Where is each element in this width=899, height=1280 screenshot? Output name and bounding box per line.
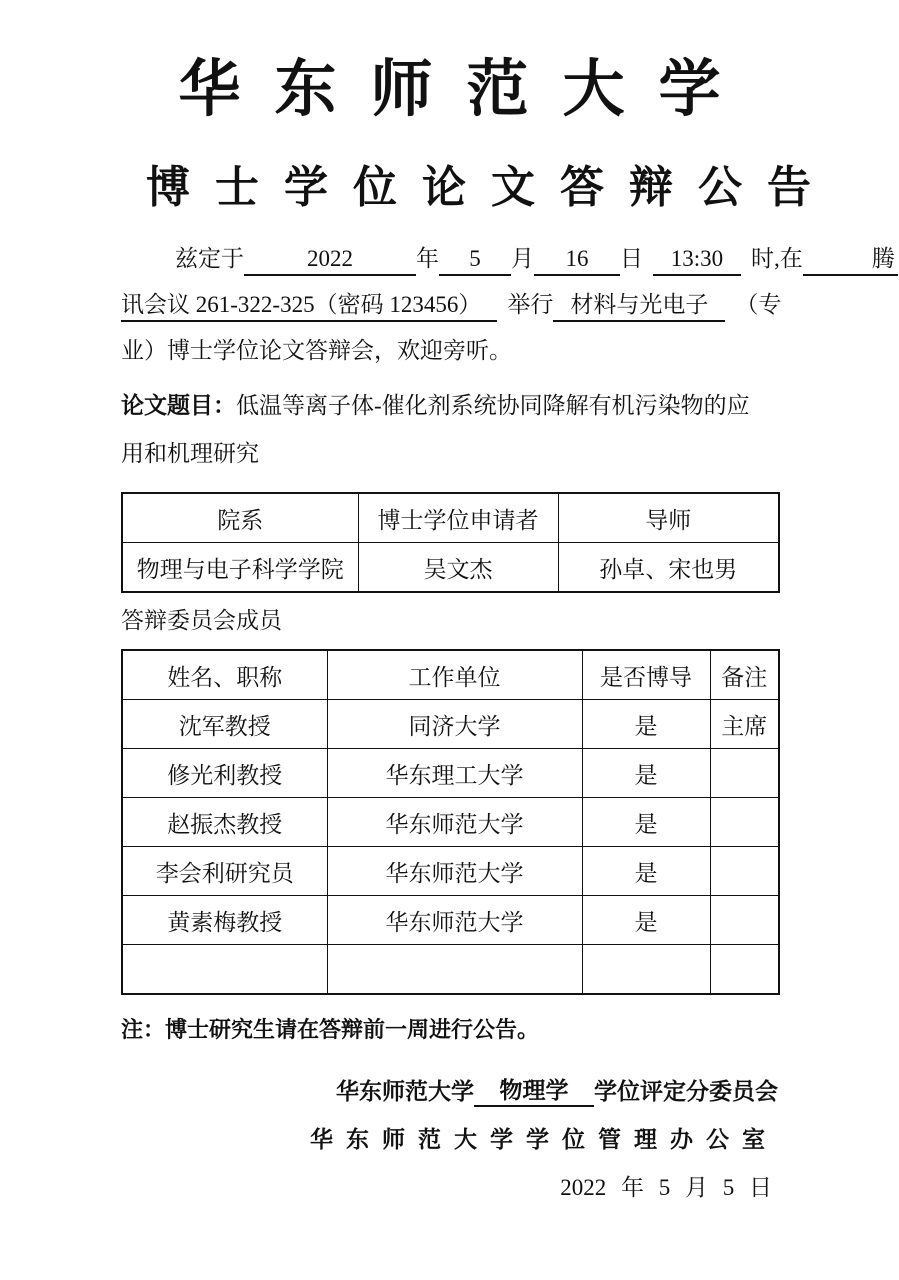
note-text: 注：博士研究生请在答辩前一周进行公告。 — [121, 1017, 540, 1042]
cell-name: 沈军教授 — [122, 700, 327, 749]
footer-committee-line — [121, 1077, 778, 1107]
cell-name: 修光利教授 — [122, 749, 327, 798]
major-field — [553, 290, 725, 322]
time-value: 13:30 — [670, 246, 724, 271]
university-title: 华东师范大学 — [178, 56, 755, 124]
cell-doctoral-supervisor: 是 — [582, 847, 710, 896]
cell-remark — [710, 798, 779, 847]
cell-name — [122, 945, 327, 995]
table-header-row — [122, 650, 779, 700]
cell-supervisor: 孙卓、宋也男 — [558, 543, 779, 593]
month-unit: 月 — [511, 246, 534, 271]
cell-doctoral-supervisor: 是 — [582, 749, 710, 798]
cell-applicant: 吴文杰 — [358, 543, 558, 593]
month-value: 5 — [469, 246, 481, 271]
cell-remark — [710, 945, 779, 995]
footer-discipline-field — [474, 1077, 594, 1107]
committee-table — [121, 649, 780, 995]
header-department: 院系 — [122, 493, 358, 543]
table-row — [122, 700, 779, 749]
intro-lead: 兹定于 — [175, 246, 244, 271]
venue-value-line2: 讯会议 261-322-325（密码 123456） — [121, 292, 482, 317]
cell-remark — [710, 749, 779, 798]
major-tail: （专 — [735, 292, 782, 317]
footer-discipline-value: 物理学 — [499, 1078, 569, 1103]
thesis-title-line-2 — [121, 430, 778, 478]
cell-affiliation — [327, 945, 582, 995]
cell-doctoral-supervisor — [582, 945, 710, 995]
table-row — [122, 798, 779, 847]
intro-line-2 — [121, 282, 782, 328]
time-field — [653, 244, 741, 276]
header-name-title: 姓名、职称 — [122, 650, 327, 700]
major-value: 材料与光电子 — [570, 292, 709, 317]
doc-subtitle: 博士学位论文答辩公告 — [146, 163, 836, 212]
thesis-title-block — [121, 382, 778, 478]
cell-remark: 主席 — [710, 700, 779, 749]
committee-section-label: 答辩委员会成员 — [121, 608, 282, 633]
cell-remark — [710, 847, 779, 896]
hold-label: 举行 — [507, 292, 554, 317]
time-unit: 时,在 — [751, 246, 803, 271]
cell-doctoral-supervisor: 是 — [582, 798, 710, 847]
venue-field-line2 — [121, 290, 497, 322]
cell-affiliation: 华东理工大学 — [327, 749, 582, 798]
year-value: 2022 — [307, 246, 353, 271]
venue-field-line1 — [803, 244, 898, 276]
cell-remark — [710, 896, 779, 945]
cell-affiliation: 华东师范大学 — [327, 896, 582, 945]
header-supervisor: 导师 — [558, 493, 779, 543]
cell-affiliation: 华东师范大学 — [327, 847, 582, 896]
cell-doctoral-supervisor: 是 — [582, 896, 710, 945]
table-header-row — [122, 493, 779, 543]
thesis-title-text-2: 用和机理研究 — [121, 441, 259, 466]
venue-value-line1: 腾 — [871, 246, 895, 271]
applicant-info-table — [121, 492, 780, 593]
cell-name: 黄素梅教授 — [122, 896, 327, 945]
footer-committee-prefix: 华东师范大学 — [336, 1079, 474, 1104]
cell-affiliation: 华东师范大学 — [327, 798, 582, 847]
day-field — [534, 244, 620, 276]
thesis-title-line-1 — [121, 382, 778, 430]
year-unit: 年 — [416, 246, 439, 271]
cell-affiliation: 同济大学 — [327, 700, 582, 749]
cell-department: 物理与电子科学学院 — [122, 543, 358, 593]
footer-committee-suffix: 学位评定分委员会 — [594, 1079, 778, 1104]
header-affiliation: 工作单位 — [327, 650, 582, 700]
thesis-title-text-1: 低温等离子体-催化剂系统协同降解有机污染物的应 — [236, 393, 750, 418]
cell-doctoral-supervisor: 是 — [582, 700, 710, 749]
year-field — [244, 244, 416, 276]
day-unit: 日 — [620, 246, 643, 271]
table-row-empty — [122, 945, 779, 995]
thesis-title-label: 论文题目： — [121, 393, 236, 418]
table-row — [122, 543, 779, 593]
footer-office-line: 华东师范大学学位管理办公室 — [310, 1127, 778, 1152]
intro-line-3 — [121, 328, 778, 374]
cell-name: 赵振杰教授 — [122, 798, 327, 847]
header-remark: 备注 — [710, 650, 779, 700]
month-field — [439, 244, 511, 276]
header-applicant: 博士学位申请者 — [358, 493, 558, 543]
table-row — [122, 847, 779, 896]
day-value: 16 — [565, 246, 589, 271]
intro-paragraph — [121, 236, 895, 374]
table-row — [122, 896, 779, 945]
footer-date-line: 2022 年 5 月 5 日 — [560, 1175, 772, 1200]
header-doctoral-supervisor: 是否博导 — [582, 650, 710, 700]
cell-name: 李会利研究员 — [122, 847, 327, 896]
table-row — [122, 749, 779, 798]
intro-closing: 业）博士学位论文答辩会，欢迎旁听。 — [121, 338, 512, 363]
intro-line-1 — [121, 236, 895, 282]
